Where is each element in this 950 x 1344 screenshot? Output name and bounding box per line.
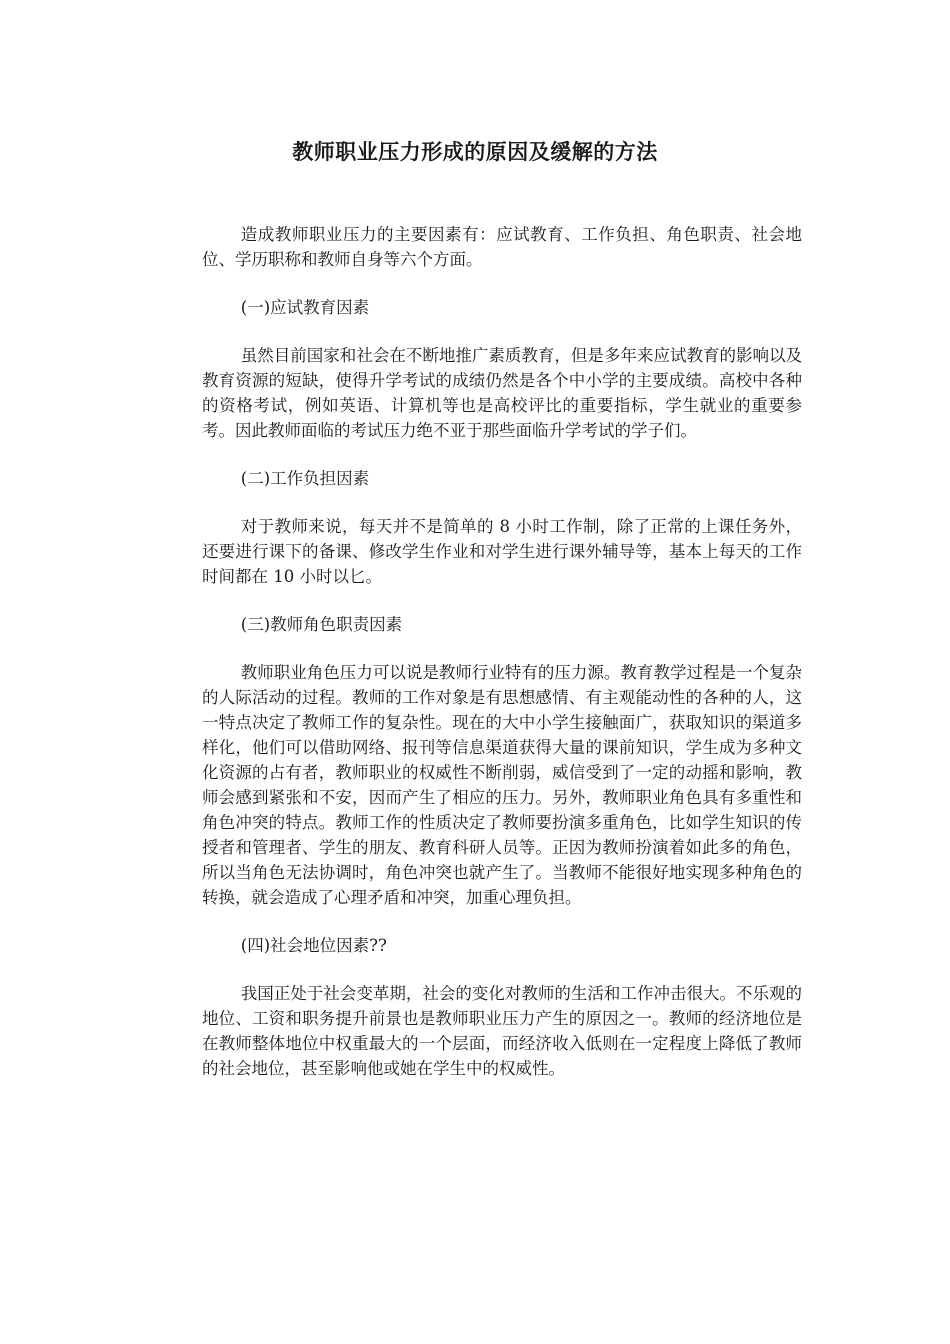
section-paragraph-exam-education: 虽然目前国家和社会在不断地推广素质教育，但是多年来应试教育的影响以及教育资源的短缺，使得升学考试的成绩仍然是各个中小学的主要成绩。高校中各种的资格考试，例如英语、计算机等也是高校评比的重要指标，学生就业的重要参考。因此教师面临的考试压力绝不亚于那些面临升学考试的学子们。 <box>202 346 802 440</box>
section-paragraph-workload: 对于教师来说，每天并不是简单的 8 小时工作制，除了正常的上课任务外，还要进行课下的备课、修改学生作业和对学生进行课外辅导等，基本上每天的工作时间都在 10 小时以匕。 <box>202 517 802 586</box>
intro-paragraph: 造成教师职业压力的主要因素有：应试教育、工作负担、角色职责、社会地位、学历职称和教师自身等六个方面。 <box>202 225 802 269</box>
section-paragraph-social-status: 我国正处于社会变革期，社会的变化对教师的生活和工作冲击很大。不乐观的地位、工资和职务提升前景也是教师职业压力产生的原因之一。教师的经济地位是在教师整体地位中权重最大的一个层面，而经济收入低则在一定程度上降低了教师的社会地位，甚至影响他或她在学生中的权威性。 <box>202 984 802 1078</box>
section-heading-teacher-role: (三)教师角色职责因素 <box>240 615 403 634</box>
section-heading-exam-education: (一)应试教育因素 <box>240 298 370 317</box>
section-heading-workload: (二)工作负担因素 <box>240 469 370 488</box>
section-paragraph-teacher-role: 教师职业角色压力可以说是教师行业特有的压力源。教育教学过程是一个复杂的人际活动的过程。教师的工作对象是有思想感情、有主观能动性的各种的人，这一特点决定了教师工作的复杂性。现在的大中小学生接触面广，获取知识的渠道多样化，他们可以借助网络、报刊等信息渠道获得大量的课前知识，学生成为多种文化资源的占有者，教师职业的权威性不断削弱，威信受到了一定的动摇和影响，教师会感到紧张和不安，因而产生了相应的压力。另外，教师职业角色具有多重性和角色冲突的特点。教师工作的性质决定了教师要扮演多重角色，比如学生知识的传授者和管理者、学生的朋友、教育科研人员等。正因为教师扮演着如此多的角色，所以当角色无法协调时，角色冲突也就产生了。当教师不能很好地实现多种角色的转换，就会造成了心理矛盾和冲突，加重心理负担。 <box>202 663 802 907</box>
document-title: 教师职业压力形成的原因及缓解的方法 <box>292 139 658 164</box>
document-body <box>202 222 802 1104</box>
section-heading-social-status: (四)社会地位因素?? <box>240 936 387 955</box>
